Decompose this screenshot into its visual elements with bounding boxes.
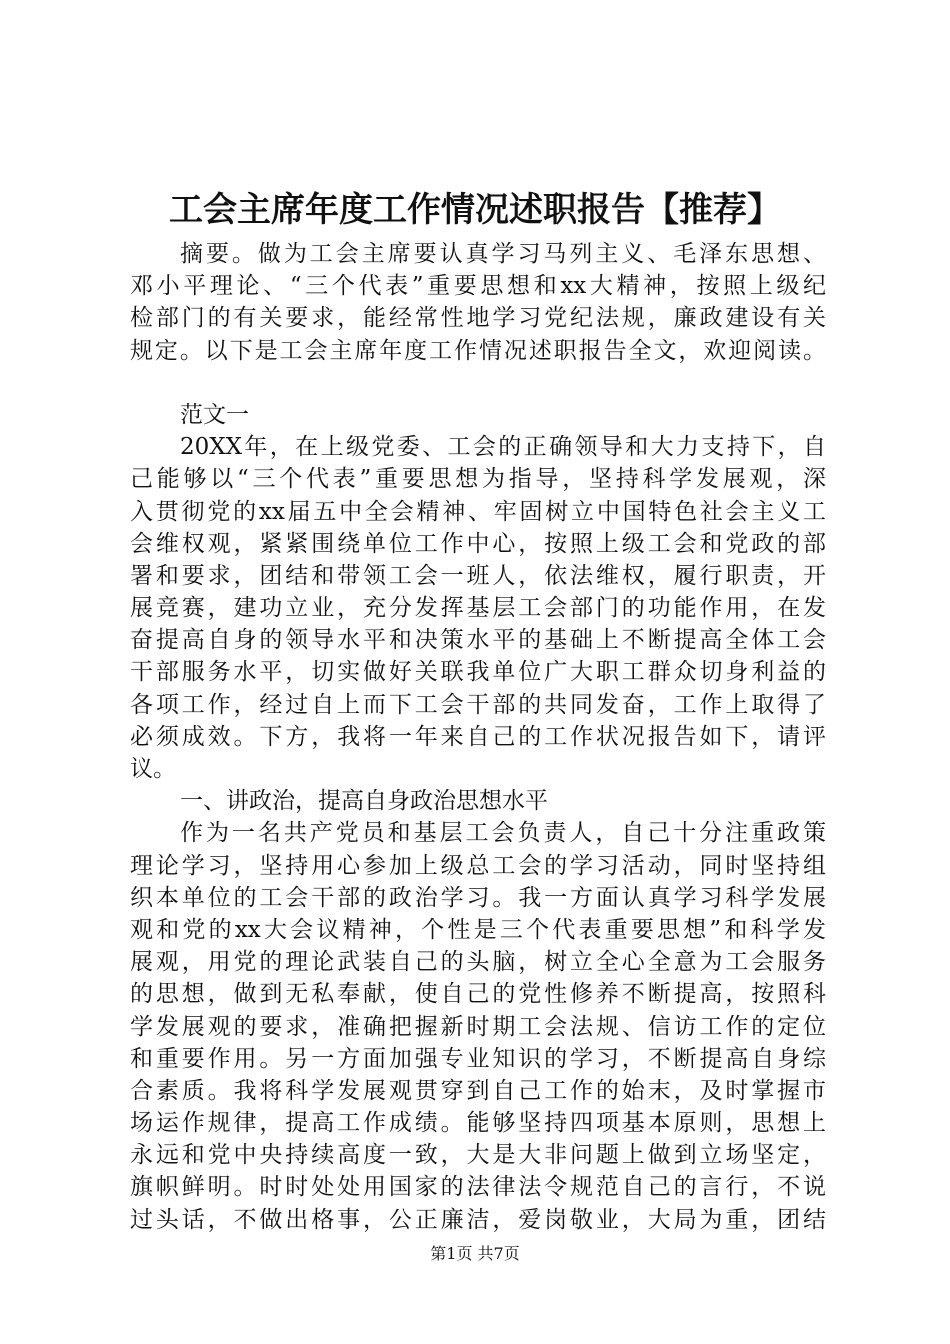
body-line: 奋提高自身的领导水平和决策水平的基础上不断提高全体工会 <box>130 627 826 654</box>
body-line: 和重要作用。另一方面加强专业知识的学习，不断提高自身综 <box>130 1045 826 1072</box>
body-line: 合素质。我将科学发展观贯穿到自己工作的始末，及时掌握市 <box>130 1077 826 1104</box>
body-line: 展竞赛，建功立业，充分发挥基层工会部门的功能作用，在发 <box>130 595 826 622</box>
body-line: 议。 <box>130 756 176 782</box>
body-line: 观和党的xx大会议精神，个性是三个代表重要思想”和科学发 <box>130 916 826 943</box>
body-line: 学发展观的要求，准确把握新时期工会法规、信访工作的定位 <box>130 1013 826 1040</box>
body-line: 署和要求，团结和带领工会一班人，依法维权，履行职责，开 <box>130 562 826 589</box>
document-body <box>130 238 826 1236</box>
body-line: 过头话，不做出格事，公正廉洁，爱岗敬业，大局为重，团结 <box>130 1206 826 1233</box>
body-line: 各项工作，经过自上而下工会干部的共同发奋，工作上取得了 <box>130 691 826 718</box>
body-line: 摘要。做为工会主席要认真学习马列主义、毛泽东思想、 <box>180 241 826 267</box>
document-title: 工会主席年度工作情况述职报告【推荐】 <box>169 190 781 230</box>
body-line: 一、讲政治，提高自身政治思想水平 <box>180 788 548 815</box>
body-line: 的思想，做到无私奉献，使自己的党性修养不断提高，按照科 <box>130 981 826 1008</box>
body-line: 织本单位的工会干部的政治学习。我一方面认真学习科学发展 <box>130 884 826 911</box>
body-line: 己能够以“三个代表”重要思想为指导，坚持科学发展观，深 <box>130 466 826 493</box>
body-line: 会维权观，紧紧围绕单位工作中心，按照上级工会和党政的部 <box>130 530 826 557</box>
body-line: 展观，用党的理论武装自己的头脑，树立全心全意为工会服务 <box>130 949 826 976</box>
blank-line <box>130 367 826 399</box>
body-line: 永远和党中央持续高度一致，大是大非问题上做到立场坚定， <box>130 1142 826 1169</box>
page-footer: 第1页 共7页 <box>430 1244 520 1263</box>
body-line: 规定。以下是工会主席年度工作情况述职报告全文，欢迎阅读。 <box>130 337 826 364</box>
body-line: 入贯彻党的xx届五中全会精神、牢固树立中国特色社会主义工 <box>130 498 826 525</box>
body-line: 20XX年，在上级党委、工会的正确领导和大力支持下，自 <box>180 434 826 461</box>
body-line: 场运作规律，提高工作成绩。能够坚持四项基本原则，思想上 <box>130 1110 826 1137</box>
body-line: 必须成效。下方，我将一年来自己的工作状况报告如下，请评 <box>130 723 826 750</box>
body-line: 范文一 <box>180 401 249 428</box>
body-line: 作为一名共产党员和基层工会负责人，自己十分注重政策 <box>180 820 826 847</box>
body-line: 理论学习，坚持用心参加上级总工会的学习活动，同时坚持组 <box>130 852 826 879</box>
body-line: 旗帜鲜明。时时处处用国家的法律法令规范自己的言行，不说 <box>130 1174 826 1201</box>
body-line: 邓小平理论、“三个代表”重要思想和xx大精神，按照上级纪 <box>130 273 826 300</box>
body-line: 检部门的有关要求，能经常性地学习党纪法规，廉政建设有关 <box>130 305 826 332</box>
body-line: 干部服务水平，切实做好关联我单位广大职工群众切身利益的 <box>130 659 826 686</box>
